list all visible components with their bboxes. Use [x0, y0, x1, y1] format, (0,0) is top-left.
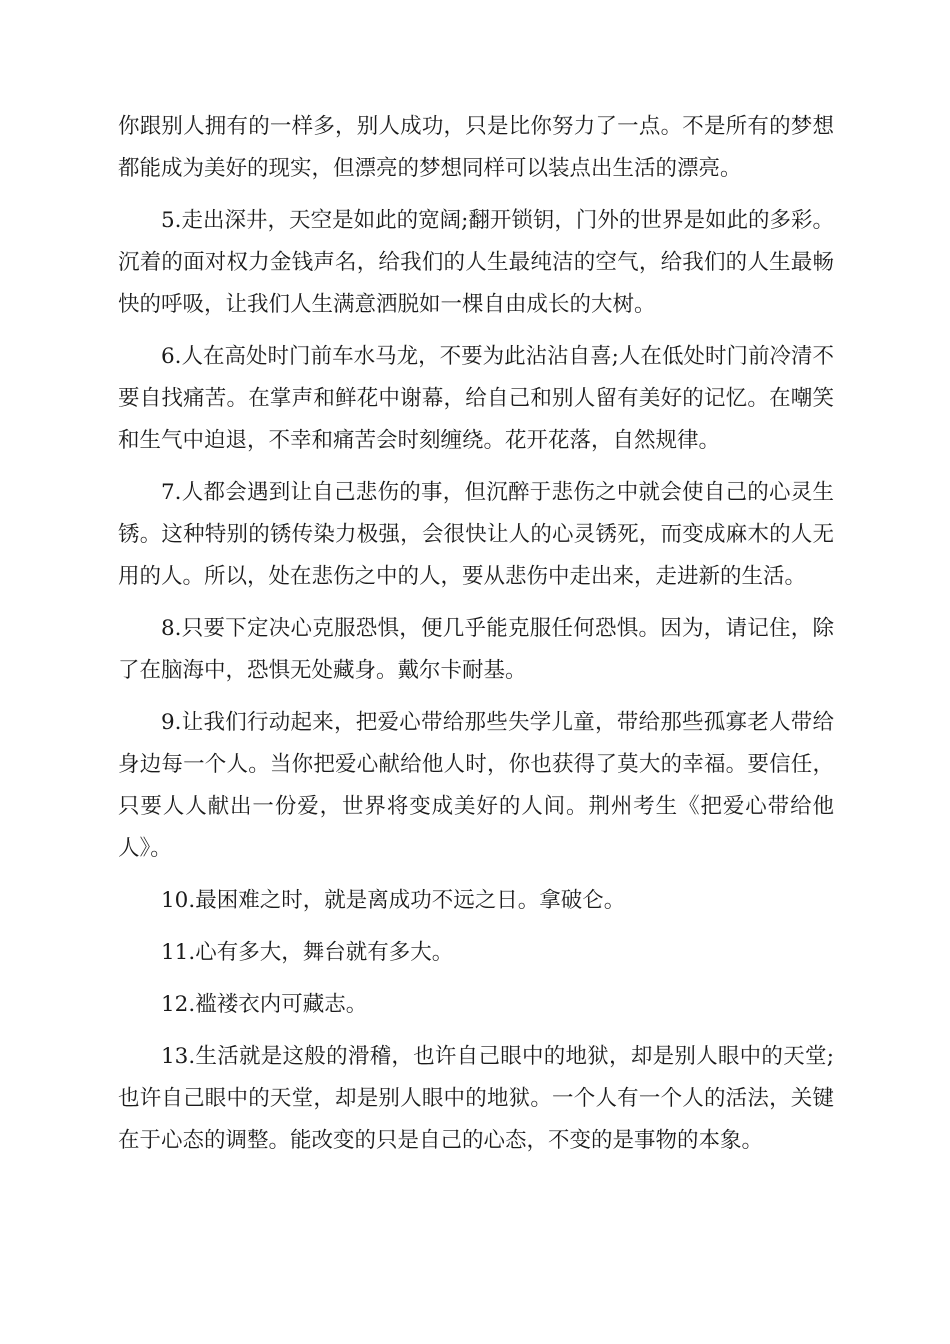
paragraph-item-7: 7.人都会遇到让自己悲伤的事，但沉醉于悲伤之中就会使自己的心灵生锈。这种特别的锈传染力极强，会很快让人的心灵锈死，而变成麻木的人无用的人。所以，处在悲伤之中的人，要从悲伤中走出来，走进新的生活。: [118, 480, 834, 589]
paragraph-item-5: 5.走出深井，天空是如此的宽阔;翻开锁钥，门外的世界是如此的多彩。沉着的面对权力金钱声名，给我们的人生最纯洁的空气，给我们的人生最畅快的呼吸，让我们人生满意洒脱如一棵自由成长的大树。: [118, 208, 834, 317]
paragraph-item-11: 11.心有多大，舞台就有多大。: [161, 940, 454, 965]
document-body: [118, 106, 834, 1172]
paragraph-item-6: 6.人在高处时门前车水马龙，不要为此沾沾自喜;人在低处时门前冷清不要自找痛苦。在掌声和鲜花中谢幕，给自己和别人留有美好的记忆。在嘲笑和生气中迫退，不幸和痛苦会时刻缠绕。花开花落，自然规律。: [118, 344, 834, 453]
paragraph-item-9: 9.让我们行动起来，把爱心带给那些失学儿童，带给那些孤寡老人带给身边每一个人。当你把爱心献给他人时，你也获得了莫大的幸福。要信任，只要人人献出一份爱，世界将变成美好的人间。荆州考生《把爱心带给他人》。: [118, 710, 834, 861]
paragraph-continuation: 你跟别人拥有的一样多，别人成功，只是比你努力了一点。不是所有的梦想都能成为美好的现实，但漂亮的梦想同样可以装点出生活的漂亮。: [118, 114, 834, 181]
paragraph-item-12: 12.褴褛衣内可藏志。: [161, 992, 368, 1017]
paragraph-item-10: 10.最困难之时，就是离成功不远之日。拿破仑。: [161, 888, 626, 913]
paragraph-item-8: 8.只要下定决心克服恐惧，便几乎能克服任何恐惧。因为，请记住，除了在脑海中，恐惧无处藏身。戴尔卡耐基。: [118, 616, 834, 683]
paragraph-item-13: 13.生活就是这般的滑稽，也许自己眼中的地狱，却是别人眼中的天堂;也许自己眼中的天堂，却是别人眼中的地狱。一个人有一个人的活法，关键在于心态的调整。能改变的只是自己的心态，不变的是事物的本象。: [118, 1044, 834, 1153]
